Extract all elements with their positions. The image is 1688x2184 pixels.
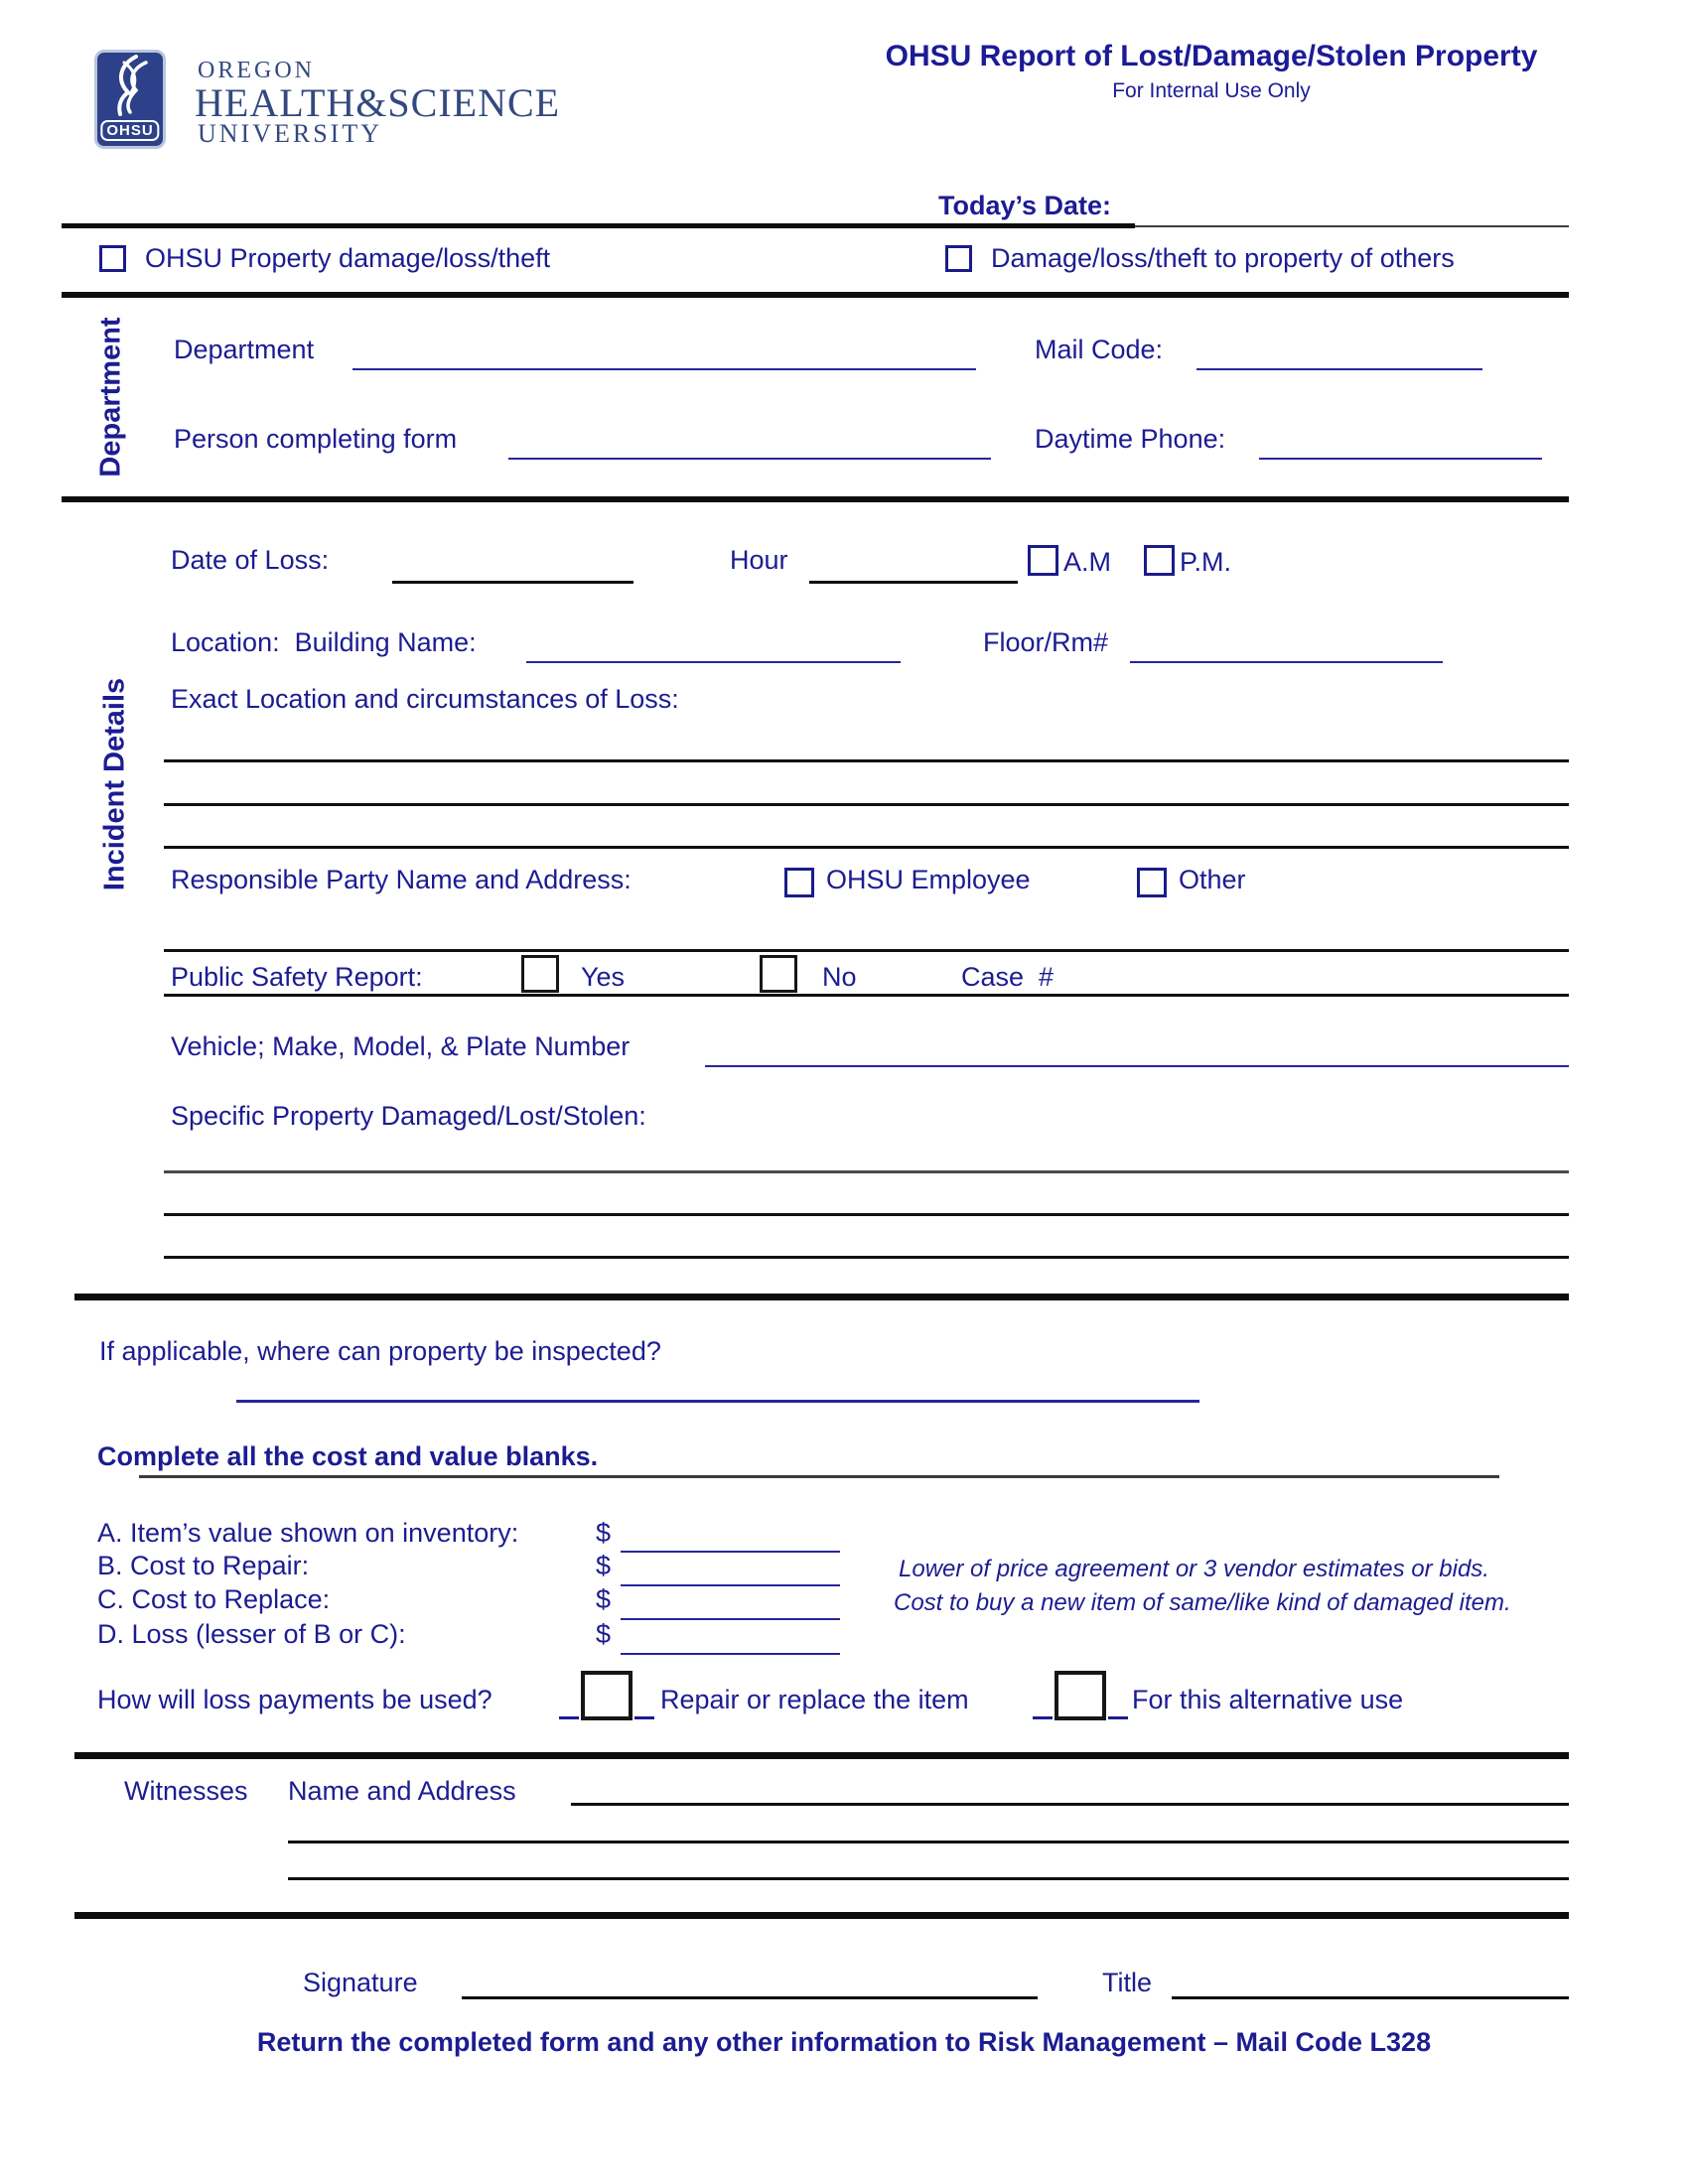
witnesses-name-address-label: Name and Address [288,1776,516,1806]
location-building-label: Location: Building Name: [171,627,477,657]
hour-label: Hour [730,545,788,575]
person-completing-field-line[interactable] [508,458,991,460]
cost-row-c-currency: $ [596,1584,612,1614]
specific-property-line-3[interactable] [164,1256,1569,1259]
costs-heading: Complete all the cost and value blanks. [97,1441,599,1471]
cost-row-c-note: Cost to buy a new item of same/like kind of damaged item. [894,1589,1511,1616]
title-label: Title [1102,1968,1153,1997]
exact-location-line-3[interactable] [164,846,1569,849]
ohsu-property-label: OHSU Property damage/loss/theft [145,243,551,273]
witness-line-1[interactable] [571,1803,1569,1806]
public-safety-label: Public Safety Report: [171,962,423,992]
section-divider-costs [74,1752,1569,1759]
case-number-line[interactable] [164,994,1569,997]
case-number-label: Case # [961,962,1055,992]
exact-location-label: Exact Location and circumstances of Loss: [171,684,679,714]
responsible-party-label: Responsible Party Name and Address: [171,865,632,894]
other-party-checkbox[interactable] [1137,868,1167,897]
logo-wordmark-health-science: HEALTH&SCIENCE [195,80,561,125]
am-checkbox[interactable] [1028,545,1058,576]
public-safety-no-checkbox[interactable] [760,955,797,993]
payments-question-label: How will loss payments be used? [97,1685,492,1714]
payment1-underscore-right [634,1716,654,1719]
repair-replace-label: Repair or replace the item [660,1685,969,1714]
floor-room-label: Floor/Rm# [983,627,1109,657]
witness-line-2[interactable] [288,1841,1569,1843]
witnesses-label: Witnesses [124,1776,248,1806]
am-label: A.M [1063,547,1112,577]
cost-row-d-label: D. Loss (lesser of B or C): [97,1619,406,1649]
inspection-field-line[interactable] [236,1400,1199,1403]
section-divider-top [62,292,1569,298]
responsible-party-line[interactable] [164,949,1569,952]
specific-property-label: Specific Property Damaged/Lost/Stolen: [171,1101,646,1131]
ohsu-logo-badge: OHSU [100,120,159,141]
ohsu-logo-shield [94,50,166,149]
vehicle-field-line[interactable] [705,1065,1569,1067]
witness-line-3[interactable] [288,1877,1569,1880]
specific-property-line-1[interactable] [164,1170,1569,1173]
ohsu-employee-label: OHSU Employee [826,865,1031,894]
todays-date-label: Today’s Date: [938,191,1112,220]
cost-row-b-note: Lower of price agreement or 3 vendor estimates or bids. [899,1556,1489,1582]
title-field-line[interactable] [1172,1996,1569,1999]
department-side-label: Department [94,317,127,478]
building-name-field-line[interactable] [526,661,901,663]
specific-property-line-2[interactable] [164,1213,1569,1216]
page-title: OHSU Report of Lost/Damage/Stolen Property [885,40,1538,72]
pm-checkbox[interactable] [1144,545,1175,576]
department-field-line[interactable] [352,368,976,370]
cost-row-b-field-line[interactable] [621,1584,840,1586]
date-of-loss-label: Date of Loss: [171,545,330,575]
others-property-label: Damage/loss/theft to property of others [991,243,1455,273]
pm-label: P.M. [1180,547,1232,577]
cost-row-d-field-line[interactable] [621,1653,840,1655]
public-safety-no-label: No [822,962,857,992]
exact-location-line-1[interactable] [164,759,1569,762]
payment2-underscore-left [1033,1716,1053,1719]
department-label: Department [174,335,315,364]
floor-room-field-line[interactable] [1130,661,1443,663]
cost-row-c-label: C. Cost to Replace: [97,1584,331,1614]
inspection-question-label: If applicable, where can property be inspected? [99,1336,661,1366]
cost-row-a-field-line[interactable] [621,1551,840,1553]
flame-icon [106,55,158,118]
ohsu-employee-checkbox[interactable] [784,868,814,897]
mail-code-field-line[interactable] [1196,368,1482,370]
date-of-loss-field-line[interactable] [392,581,633,584]
logo-wordmark-oregon: OREGON [198,58,315,83]
ohsu-property-checkbox[interactable] [99,245,126,272]
todays-date-line[interactable] [1135,225,1569,227]
hour-field-line[interactable] [809,581,1018,584]
return-instructions: Return the completed form and any other information to Risk Management – Mail Code L328 [256,2027,1432,2057]
alternative-use-checkbox[interactable] [1055,1671,1106,1720]
logo-wordmark-university: UNIVERSITY [198,119,382,148]
payment2-underscore-right [1108,1716,1128,1719]
daytime-phone-field-line[interactable] [1259,458,1542,460]
page-subtitle: For Internal Use Only [1112,79,1311,102]
section-divider-witnesses [74,1912,1569,1919]
public-safety-yes-label: Yes [581,962,626,992]
incident-details-side-label: Incident Details [98,677,131,891]
others-property-checkbox[interactable] [945,245,972,272]
costs-heading-underline [139,1475,1499,1478]
daytime-phone-label: Daytime Phone: [1035,424,1226,454]
section-divider-department [62,496,1569,502]
payment1-underscore-left [559,1716,579,1719]
signature-field-line[interactable] [462,1996,1038,1999]
person-completing-label: Person completing form [174,424,458,454]
alternative-use-label: For this alternative use [1132,1685,1404,1714]
cost-row-a-currency: $ [596,1518,612,1548]
vehicle-label: Vehicle; Make, Model, & Plate Number [171,1031,631,1061]
exact-location-line-2[interactable] [164,803,1569,806]
header-divider [62,223,1135,228]
cost-row-c-field-line[interactable] [621,1618,840,1620]
cost-row-a-label: A. Item’s value shown on inventory: [97,1518,519,1548]
cost-row-d-currency: $ [596,1619,612,1649]
cost-row-b-label: B. Cost to Repair: [97,1551,310,1580]
signature-label: Signature [303,1968,418,1997]
section-divider-incident [74,1294,1569,1300]
public-safety-yes-checkbox[interactable] [521,955,559,993]
other-party-label: Other [1179,865,1246,894]
mail-code-label: Mail Code: [1035,335,1164,364]
cost-row-b-currency: $ [596,1551,612,1580]
repair-replace-checkbox[interactable] [581,1671,633,1720]
